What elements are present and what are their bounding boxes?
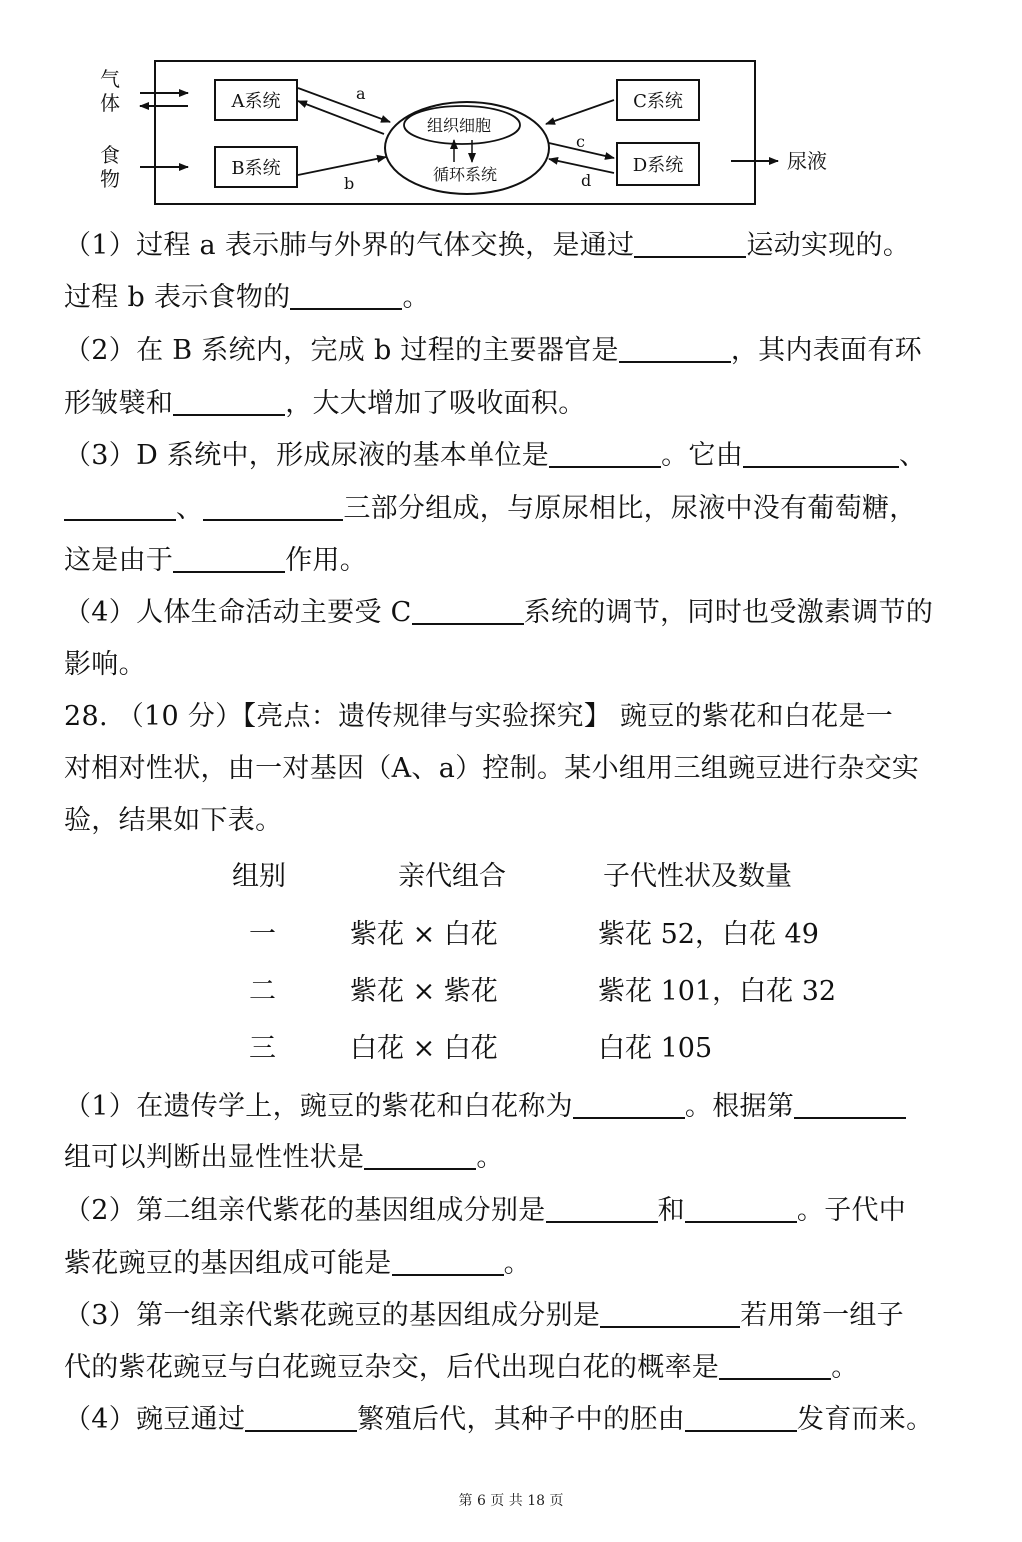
answer-blank[interactable] xyxy=(392,1244,504,1276)
table-cell: 一 xyxy=(249,919,276,950)
answer-blank[interactable] xyxy=(634,226,746,258)
text: 影响。 xyxy=(64,649,146,680)
q28-sub2-line1 xyxy=(64,1184,984,1238)
q27-part1-line1 xyxy=(64,219,984,273)
table-header-group: 组别 xyxy=(232,861,286,892)
table-header-offspring: 子代性状及数量 xyxy=(603,861,792,892)
text: 和 xyxy=(657,1195,685,1226)
q27-part4-line1 xyxy=(64,586,984,640)
answer-blank[interactable] xyxy=(794,1087,906,1119)
gas-label-1: 气 xyxy=(100,67,120,91)
q28-sub2-line2 xyxy=(64,1237,984,1291)
text: 。子代中 xyxy=(796,1195,907,1226)
b-to-circulation-arrow xyxy=(298,157,386,175)
q28-sub3-line2 xyxy=(64,1341,984,1395)
text: 验，结果如下表。 xyxy=(64,805,283,836)
text: （2）第二组亲代紫花的基因组成分别是 xyxy=(64,1195,546,1226)
q27-part3-line1 xyxy=(64,429,984,483)
q28-sub3-line1 xyxy=(64,1289,984,1343)
system-a-label: A系统 xyxy=(231,91,281,112)
c-to-circulation-arrow xyxy=(546,100,614,124)
a-to-circulation-arrow xyxy=(298,88,390,122)
text: 。 xyxy=(476,1142,504,1173)
text: 代的紫花豌豆与白花豌豆杂交，后代出现白花的概率是 xyxy=(64,1352,720,1383)
text: 运动实现的。 xyxy=(746,230,911,261)
text: 系统的调节，同时也受激素调节的 xyxy=(523,597,934,628)
answer-blank[interactable] xyxy=(245,1400,357,1432)
text: （2）在 B 系统内，完成 b 过程的主要器官是 xyxy=(64,335,619,366)
q27-part2-line2 xyxy=(64,377,984,431)
tissue-cells-label: 组织细胞 xyxy=(426,116,492,135)
text: （3）第一组亲代紫花豌豆的基因组成分别是 xyxy=(64,1300,601,1331)
circulation-to-a-arrow xyxy=(298,101,384,134)
q27-part2-line1 xyxy=(64,324,984,378)
text: 。 xyxy=(402,282,430,313)
text: 组可以判断出显性性状是 xyxy=(64,1142,365,1173)
food-label-2: 物 xyxy=(100,167,120,191)
system-c-label: C系统 xyxy=(633,91,683,112)
answer-blank[interactable] xyxy=(573,1087,685,1119)
table-cell: 白花 × 白花 xyxy=(350,1033,498,1064)
q28-sub1-line2 xyxy=(64,1131,984,1185)
answer-blank[interactable] xyxy=(364,1138,476,1170)
q28-intro-line3 xyxy=(64,794,984,848)
text: ，其内表面有环 xyxy=(730,335,922,366)
answer-blank[interactable] xyxy=(64,489,176,521)
table-cell: 紫花 52，白花 49 xyxy=(598,919,819,950)
text: 。 xyxy=(831,1352,859,1383)
food-label-1: 食 xyxy=(100,143,120,167)
text: 。它由 xyxy=(661,440,744,471)
table-cell: 白花 105 xyxy=(598,1033,713,1064)
answer-blank[interactable] xyxy=(546,1191,658,1223)
text: 、 xyxy=(176,493,204,524)
text: ，大大增加了吸收面积。 xyxy=(285,388,586,419)
answer-blank[interactable] xyxy=(743,436,899,468)
arrow-label-b: b xyxy=(344,174,355,193)
text: 三部分组成，与原尿相比，尿液中没有葡萄糖， xyxy=(343,493,917,524)
table-header-parents: 亲代组合 xyxy=(398,861,506,892)
q28-intro-line1 xyxy=(64,690,984,744)
text: （4）人体生命活动主要受 C xyxy=(64,597,412,628)
answer-blank[interactable] xyxy=(290,278,402,310)
answer-blank[interactable] xyxy=(549,436,661,468)
table-cell: 紫花 101，白花 32 xyxy=(598,976,837,1007)
q28-sub4-line1 xyxy=(64,1393,984,1447)
text: 繁殖后代，其种子中的胚由 xyxy=(357,1404,685,1435)
table-cell: 三 xyxy=(249,1033,276,1064)
q27-part3-line3 xyxy=(64,534,984,588)
answer-blank[interactable] xyxy=(619,331,731,363)
answer-blank[interactable] xyxy=(685,1191,797,1223)
q28-intro-line2 xyxy=(64,742,984,796)
text: 形皱襞和 xyxy=(64,388,174,419)
table-cell: 紫花 × 白花 xyxy=(350,919,498,950)
answer-blank[interactable] xyxy=(173,541,285,573)
text: 紫花豌豆的基因组成可能是 xyxy=(64,1248,392,1279)
text: 这是由于 xyxy=(64,545,174,576)
q27-part3-line2 xyxy=(64,482,984,536)
text: （1）在遗传学上，豌豆的紫花和白花称为 xyxy=(64,1091,573,1122)
system-d-label: D系统 xyxy=(632,155,684,176)
text: （4）豌豆通过 xyxy=(64,1404,246,1435)
q27-part4-line2 xyxy=(64,638,984,692)
answer-blank[interactable] xyxy=(719,1348,831,1380)
text: （3）D 系统中，形成尿液的基本单位是 xyxy=(64,440,550,471)
text: 。 xyxy=(503,1248,531,1279)
text: 作用。 xyxy=(285,545,368,576)
text: 过程 b 表示食物的 xyxy=(64,282,291,313)
urine-label: 尿液 xyxy=(787,149,827,173)
text: 发育而来。 xyxy=(796,1404,934,1435)
answer-blank[interactable] xyxy=(600,1296,740,1328)
text: 28. （10 分）【亮点：遗传规律与实验探究】 豌豆的紫花和白花是一 xyxy=(64,701,894,732)
answer-blank[interactable] xyxy=(412,593,524,625)
text: 。根据第 xyxy=(684,1091,795,1122)
arrow-label-a: a xyxy=(356,84,366,103)
page-footer: 第 6 页 共 18 页 xyxy=(458,1493,564,1509)
answer-blank[interactable] xyxy=(173,384,285,416)
q28-sub1-line1 xyxy=(64,1080,984,1134)
arrow-label-d: d xyxy=(581,171,592,190)
answer-blank[interactable] xyxy=(203,489,343,521)
arrow-label-c: c xyxy=(576,132,585,151)
circulation-label: 循环系统 xyxy=(432,165,498,184)
table-cell: 二 xyxy=(249,976,276,1007)
text: 对相对性状，由一对基因（A、a）控制。某小组用三组豌豆进行杂交实 xyxy=(64,753,920,784)
gas-label-2: 体 xyxy=(100,91,120,115)
answer-blank[interactable] xyxy=(685,1400,797,1432)
text: （1）过程 a 表示肺与外界的气体交换，是通过 xyxy=(64,230,635,261)
system-b-label: B系统 xyxy=(231,158,281,179)
body-systems-diagram xyxy=(0,0,1022,215)
text: 、 xyxy=(899,440,927,471)
table-cell: 紫花 × 紫花 xyxy=(350,976,498,1007)
q27-part1-line2 xyxy=(64,271,984,325)
text: 若用第一组子 xyxy=(740,1300,904,1331)
